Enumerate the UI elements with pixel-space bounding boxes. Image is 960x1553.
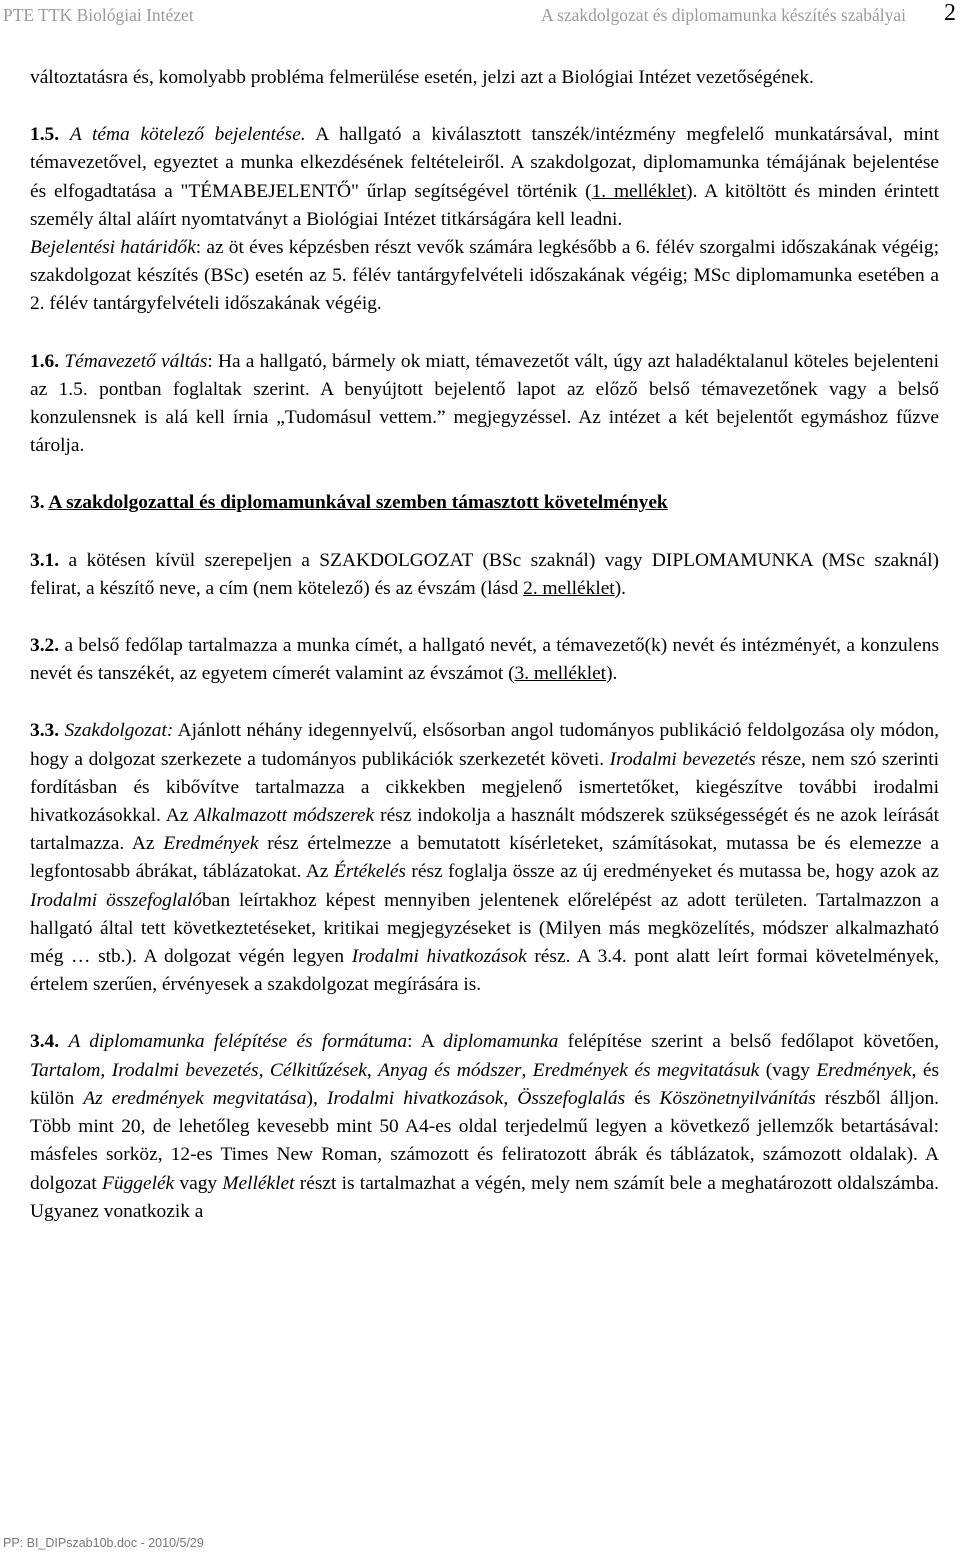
section-1-6: 1.6. Témavezető váltás: Ha a hallgató, bármely ok miatt, témavezetőt vált, úgy azt haladéktalanul köteles bejelenteni az 1.5. pontban foglaltak szerint. A benyújtott bejelentő lapot az előző belső témavezetőnek vagy a belső konzulensnek is alá kell írnia „Tudomásul vettem.” megjegyzéssel. Az intézet a két bejelentőt egymáshoz fűzve tárolja. bbox=[30, 350, 940, 457]
header-doc-title: A szakdolgozat és diplomamunka készítés szabályai bbox=[541, 5, 906, 25]
section-number: 3.3. bbox=[30, 720, 60, 742]
document-body bbox=[30, 64, 939, 1226]
annex-2-link[interactable]: 2. melléklet bbox=[523, 577, 615, 599]
section-number: 3.4. bbox=[30, 1031, 60, 1053]
section-3-heading: 3. A szakdolgozattal és diplomamunkával szemben támasztott követelmények bbox=[30, 492, 668, 514]
annex-3-link[interactable]: 3. melléklet bbox=[514, 663, 607, 685]
page-footer: PP: BI_DIPszab10b.doc - 2010/5/29 bbox=[3, 1536, 204, 1550]
paragraph-continuation: változtatásra és, komolyabb probléma felmerülése esetén, jelzi azt a Biológiai Intézet vezetőségének. bbox=[30, 67, 814, 88]
section-3-4: 3.4. A diplomamunka felépítése és formátuma: A diplomamunka felépítése szerint a belső fedőlapot követően, Tartalom, Irodalmi bevezetés, Célkitűzések, Anyag és módszer, Eredmények és megvitatásuk (vagy Eredmények, és külön Az eredmények megvitatása), Irodalmi hivatkozások, Összefoglalás és Köszönetnyilvánítás részből álljon. Több mint 20, de lehetőleg kevesebb mint 50 A4-es oldal terjedelmű legyen a következő jellemzők betartásával: másfeles sorköz, 12-es Times New Roman, számozott és feliratozott ábrák és táblázatok, számozott oldalak). A dolgozat Függelék vagy Melléklet részt is tartalmazhat a végén, mely nem számít bele a meghatározott oldalszámba. Ugyanez vonatkozik a bbox=[30, 1031, 940, 1222]
section-title: A diplomamunka felépítése és formátuma bbox=[68, 1031, 408, 1053]
section-1-5: 1.5. A téma kötelező bejelentése. A hallgató a kiválasztott tanszék/intézmény megfelelő munkatársával, mint témavezetővel, egyeztet a munka elkezdésének feltételeiről. A szakdolgozat, diplomamunka témájának bejelentése és elfogadtatása a "TÉMABEJELENTŐ" űrlap segítségével történik (1. melléklet). A kitöltött és minden érintett személy által aláírt nyomtatványt a Biológiai Intézet titkárságára kell leadni. bbox=[30, 124, 940, 230]
page-header bbox=[3, 2, 956, 28]
section-title: Témavezető váltás bbox=[64, 350, 208, 372]
section-1-5-deadlines: Bejelentési határidők: az öt éves képzésben részt vevők számára legkésőbb a 6. félév szorgalmi időszakának végéig; szakdolgozat készítés (BSc) esetén az 5. félév tantárgyfelvételi időszakának végéig; MSc diplomamunka esetében a 2. félév tantárgyfelvételi időszakának végéig. bbox=[30, 237, 939, 315]
section-number: 1.6. bbox=[30, 350, 60, 372]
section-3-1: 3.1. a kötésen kívül szerepeljen a SZAKDOLGOZAT (BSc szaknál) vagy DIPLOMAMUNKA (MSc szaknál) felirat, a készítő neve, a cím (nem kötelező) és az évszám (lásd 2. melléklet). bbox=[30, 549, 939, 599]
header-institute: PTE TTK Biológiai Intézet bbox=[3, 5, 194, 25]
section-title: A téma kötelező bejelentése. bbox=[69, 124, 306, 146]
section-3-3: 3.3. Szakdolgozat: Ajánlott néhány idegennyelvű, elsősorban angol tudományos publikáció feldolgozása oly módon, hogy a dolgozat szerkezete a tudományos publikációk szerkezetét követi. Irodalmi bevezetés része, nem szó szerinti fordításban és kibővítve tartalmazza a cikkekben megjelenő ismertetőket, kiegészítve további irodalmi hivatkozásokkal. Az Alkalmazott módszerek rész indokolja a használt módszerek szükségességét és ne azok leírását tartalmazza. Az Eredmények rész értelmezze a bemutatott kísérleteket, számításokat, mutassa be és elemezze a legfontosabb ábrákat, táblázatokat. Az Értékelés rész foglalja össze az új eredményeket és mutassa be, hogy azok az Irodalmi összefoglalóban leírtakhoz képest mennyiben jelentenek előrelépést az adott területen. Tartalmazzon a hallgató által tett következtetéseket, kritikai megjegyzéseket is (Milyen más megközelítés, módszer alkalmazható még … stb.). A dolgozat végén legyen Irodalmi hivatkozások rész. A 3.4. pont alatt leírt formai követelmények, értelem szerűen, érvényesek a szakdolgozat megírására is. bbox=[30, 720, 940, 996]
section-number: 3.2. bbox=[30, 635, 60, 657]
section-number: 1.5. bbox=[30, 124, 60, 146]
annex-1-link[interactable]: 1. melléklet bbox=[591, 180, 687, 202]
section-number: 3.1. bbox=[30, 549, 60, 571]
section-3-2: 3.2. a belső fedőlap tartalmazza a munka címét, a hallgató nevét, a témavezető(k) nevét és intézményét, a konzulens nevét és tanszékét, az egyetem címerét valamint az évszámot (3. melléklet). bbox=[30, 635, 939, 685]
deadline-label: Bejelentési határidők bbox=[30, 237, 196, 259]
page-number: 2 bbox=[944, 0, 956, 26]
section-label: Szakdolgozat: bbox=[64, 720, 174, 742]
